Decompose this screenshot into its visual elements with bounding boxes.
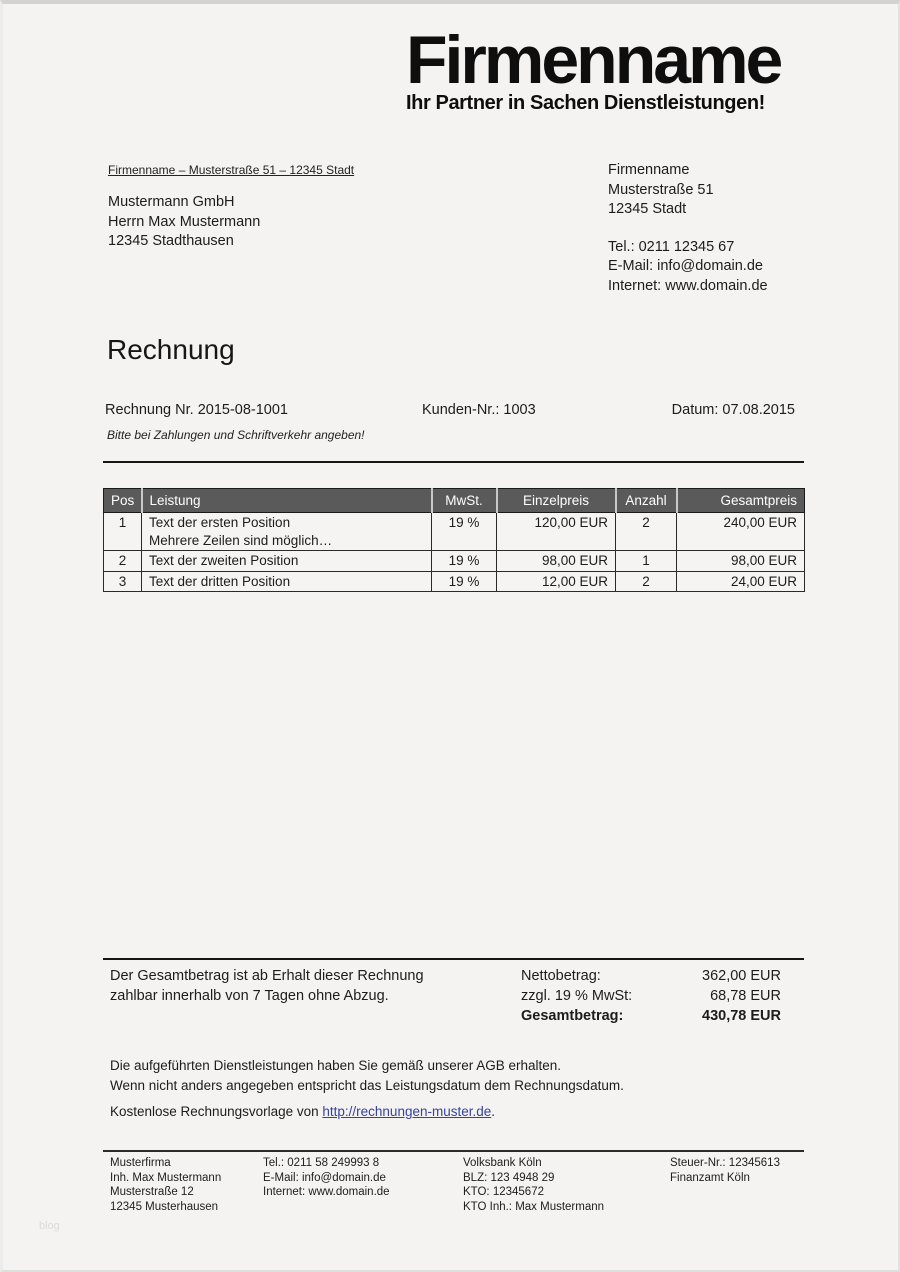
cell-einzelpreis: 120,00 EUR [497,513,616,551]
cell-gesamtpreis: 24,00 EUR [677,571,805,592]
rechnungen-muster-link[interactable]: http://rechnungen-muster.de [322,1104,492,1119]
header-leistung: Leistung [142,489,432,513]
cell-pos: 1 [104,513,142,551]
footer-bank-column [463,1156,604,1214]
footer-divider [103,1150,804,1152]
payment-terms-line: zahlbar innerhalb von 7 Tagen ohne Abzug. [110,988,389,1004]
cell-pos: 3 [104,571,142,592]
header-gesamtpreis: Gesamtpreis [677,489,805,513]
watermark-text: blog [39,1220,60,1232]
footer-line: BLZ: 123 4948 29 [463,1171,555,1184]
cell-leistung: Text der zweiten Position [142,551,432,572]
company-logo [406,22,816,115]
invoice-number: Rechnung Nr. 2015-08-1001 [105,402,288,418]
payment-reference-note: Bitte bei Zahlungen und Schriftverkehr angeben! [107,428,365,442]
grand-total-value: 430,78 EUR [702,1008,781,1024]
invoice-date: Datum: 07.08.2015 [671,402,795,418]
footer-line: KTO Inh.: Max Mustermann [463,1200,605,1213]
cell-mwst: 19 % [432,571,497,592]
customer-number: Kunden-Nr.: 1003 [422,402,536,418]
footer-line: Volksbank Köln [463,1157,542,1169]
footer-line: Musterfirma [110,1157,171,1169]
cell-pos: 2 [104,551,142,572]
page-title: Rechnung [107,334,235,365]
divider-above-totals [103,958,804,960]
payment-terms [110,966,424,1006]
table-row [104,571,805,592]
company-contact [608,238,768,297]
invoice-meta-row [105,402,804,418]
vat-value: 68,78 EUR [710,988,781,1004]
template-credit-line [110,1104,495,1119]
net-total-value: 362,00 EUR [702,968,781,984]
sender-return-address: Firmenname – Musterstraße 51 – 12345 Stadt [108,163,355,177]
company-address-line: Musterstraße 51 [608,181,714,198]
company-website: Internet: www.domain.de [608,277,768,294]
footer-line: Tel.: 0211 58 249993 8 [263,1157,380,1169]
footer-line: Inh. Max Mustermann [110,1171,222,1184]
agb-note-line: Die aufgeführten Dienstleistungen haben Sie gemäß unserer AGB erhalten. [110,1058,562,1073]
vat-label: zzgl. 19 % MwSt: [521,988,633,1004]
line-items-table [103,488,805,592]
logo-title: Firmenname [406,22,781,98]
agb-note-line: Wenn nicht anders angegeben entspricht das Leistungsdatum dem Rechnungsdatum. [110,1077,624,1093]
recipient-line: Mustermann GmbH [108,194,235,210]
cell-mwst: 19 % [432,513,497,551]
company-info-block [608,161,768,296]
header-pos: Pos [104,489,142,513]
recipient-address-block [108,193,260,252]
company-address [608,161,768,220]
recipient-line: 12345 Stadthausen [108,233,234,249]
cell-gesamtpreis: 240,00 EUR [677,513,805,551]
recipient-line: Herrn Max Mustermann [108,213,261,230]
credit-suffix: . [491,1104,496,1119]
payment-terms-line: Der Gesamtbetrag ist ab Erhalt dieser Rechnung [110,968,424,984]
header-anzahl: Anzahl [616,489,677,513]
credit-prefix: Kostenlose Rechnungsvorlage von [110,1104,323,1119]
divider-above-table [103,461,804,463]
cell-anzahl: 2 [616,513,677,551]
grand-total-row [521,1006,781,1026]
footer-line: 12345 Musterhausen [110,1200,219,1213]
net-total-label: Nettobetrag: [521,968,601,984]
totals-block [521,966,781,1026]
cell-mwst: 19 % [432,551,497,572]
footer-line: Musterstraße 12 [110,1186,194,1198]
net-total-row [521,966,781,986]
table-header-row [104,489,805,513]
cell-einzelpreis: 98,00 EUR [497,551,616,572]
footer-contact-column [263,1156,390,1200]
footer-line: Internet: www.domain.de [263,1186,390,1198]
footer-tax-column [670,1156,780,1185]
vat-row [521,986,781,1006]
company-address-line: 12345 Stadt [608,201,687,217]
cell-leistung [142,513,432,551]
table-row [104,551,805,572]
leistung-line: Mehrere Zeilen sind möglich… [149,532,333,548]
table-row [104,513,805,551]
footer-line: Steuer-Nr.: 12345613 [670,1157,780,1169]
cell-einzelpreis: 12,00 EUR [497,571,616,592]
logo-tagline: Ihr Partner in Sachen Dienstleistungen! [406,92,765,114]
footer-line: E-Mail: info@domain.de [263,1171,386,1184]
cell-gesamtpreis: 98,00 EUR [677,551,805,572]
cell-anzahl: 2 [616,571,677,592]
grand-total-label: Gesamtbetrag: [521,1008,624,1024]
company-phone: Tel.: 0211 12345 67 [608,238,735,255]
footer-company-column [110,1156,221,1214]
footer-line: Finanzamt Köln [670,1171,750,1184]
leistung-line: Text der ersten Position [149,515,291,530]
header-mwst: MwSt. [432,489,497,513]
agb-notes [110,1056,624,1095]
company-address-line: Firmenname [608,162,690,178]
footer-line: KTO: 12345672 [463,1186,544,1198]
cell-anzahl: 1 [616,551,677,572]
company-email: E-Mail: info@domain.de [608,258,763,274]
header-einzelpreis: Einzelpreis [497,489,616,513]
cell-leistung: Text der dritten Position [142,571,432,592]
